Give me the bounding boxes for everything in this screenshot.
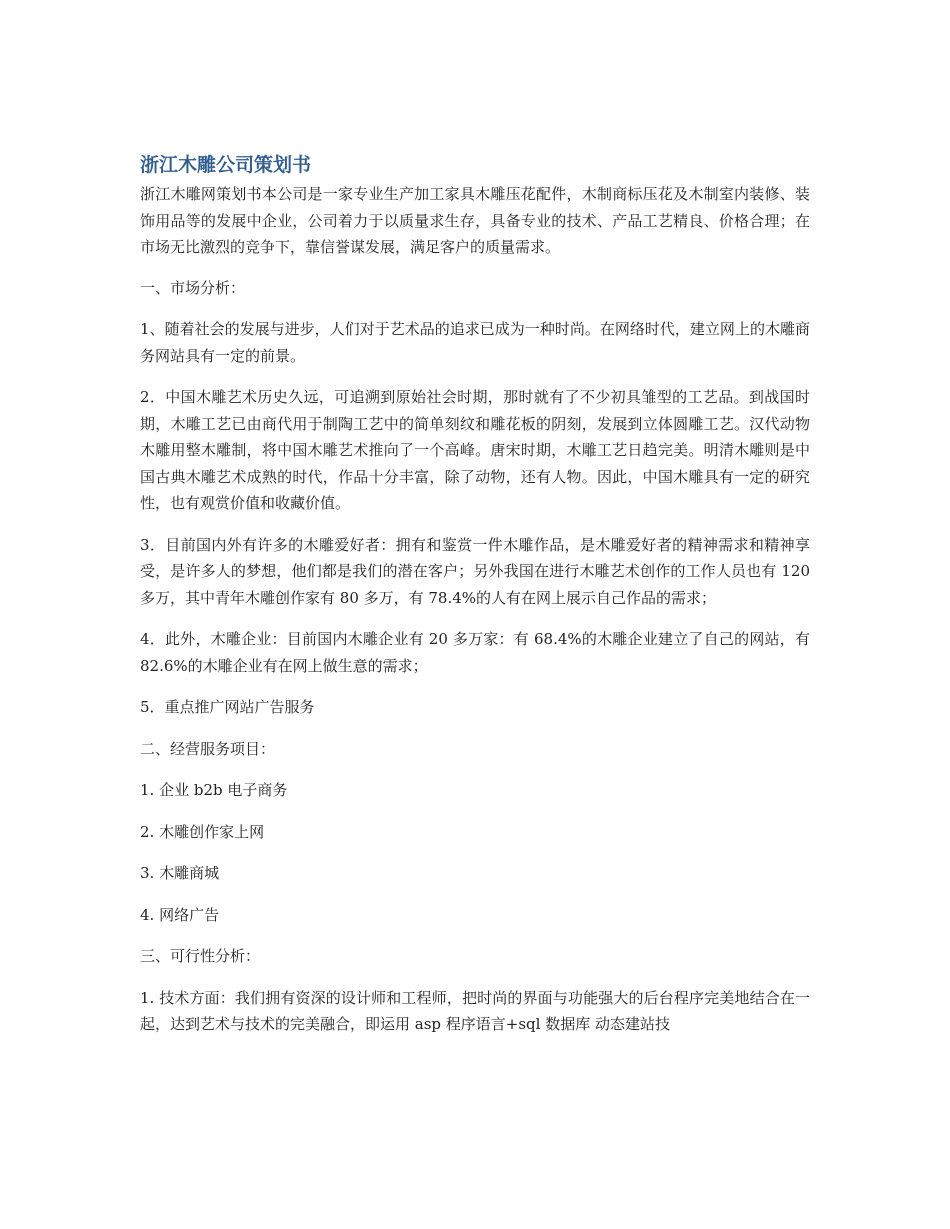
market-point-5: 5．重点推广网站广告服务 xyxy=(140,698,315,716)
section-heading-feasibility: 三、可行性分析： xyxy=(140,947,261,965)
service-item-3: 3. 木雕商城 xyxy=(140,864,220,882)
feasibility-point-1: 1. 技术方面：我们拥有资深的设计师和工程师，把时尚的界面与功能强大的后台程序完美地结合在一起，达到艺术与技术的完美融合，即运用 asp 程序语言+sql 数据库 动态建站技 xyxy=(140,988,810,1033)
service-item-4: 4. 网络广告 xyxy=(140,905,220,924)
section-heading-market-analysis: 一、市场分析： xyxy=(140,278,246,297)
document-title: 浙江木雕公司策划书 xyxy=(140,154,312,176)
service-item-1: 1. 企业 b2b 电子商务 xyxy=(140,781,288,799)
document-page xyxy=(140,150,810,1053)
market-point-4: 4．此外，木雕企业：目前国内木雕企业有 20 多万家：有 68.4%的木雕企业建立了自己的网站，有 82.6%的木雕企业有在网上做生意的需求； xyxy=(140,630,810,675)
intro-paragraph: 浙江木雕网策划书本公司是一家专业生产加工家具木雕压花配件，木制商标压花及木制室内装修、装饰用品等的发展中企业，公司着力于以质量求生存，具备专业的技术、产品工艺精良、价格合理；在市场无比激烈的竞争下，靠信誉谋发展，满足客户的质量需求。 xyxy=(140,185,810,256)
service-item-2: 2. 木雕创作家上网 xyxy=(140,822,265,841)
section-heading-services: 二、经营服务项目： xyxy=(140,739,276,758)
market-point-1: 1、随着社会的发展与进步，人们对于艺术品的追求已成为一种时尚。在网络时代，建立网上的木雕商务网站具有一定的前景。 xyxy=(140,320,810,365)
market-point-2: 2．中国木雕艺术历史久远，可追溯到原始社会时期，那时就有了不少初具雏型的工艺品。到战国时期，木雕工艺已由商代用于制陶工艺中的简单刻纹和雕花板的阴刻，发展到立体圆雕工艺。汉代动物木雕用整木雕制，将中国木雕艺术推向了一个高峰。唐宋时期，木雕工艺日趋完美。明清木雕则是中国古典木雕艺术成熟的时代，作品十分丰富，除了动物，还有人物。因此，中国木雕具有一定的研究性，也有观赏价值和收藏价值。 xyxy=(140,388,810,512)
market-point-3: 3．目前国内外有许多的木雕爱好者：拥有和鉴赏一件木雕作品，是木雕爱好者的精神需求和精神享受，是许多人的梦想，他们都是我们的潜在客户；另外我国在进行木雕艺术创作的工作人员也有 120 多万，其中青年木雕创作家有 80 多万，有 78.4%的人有在网上展示自己作品的需求； xyxy=(140,535,810,607)
